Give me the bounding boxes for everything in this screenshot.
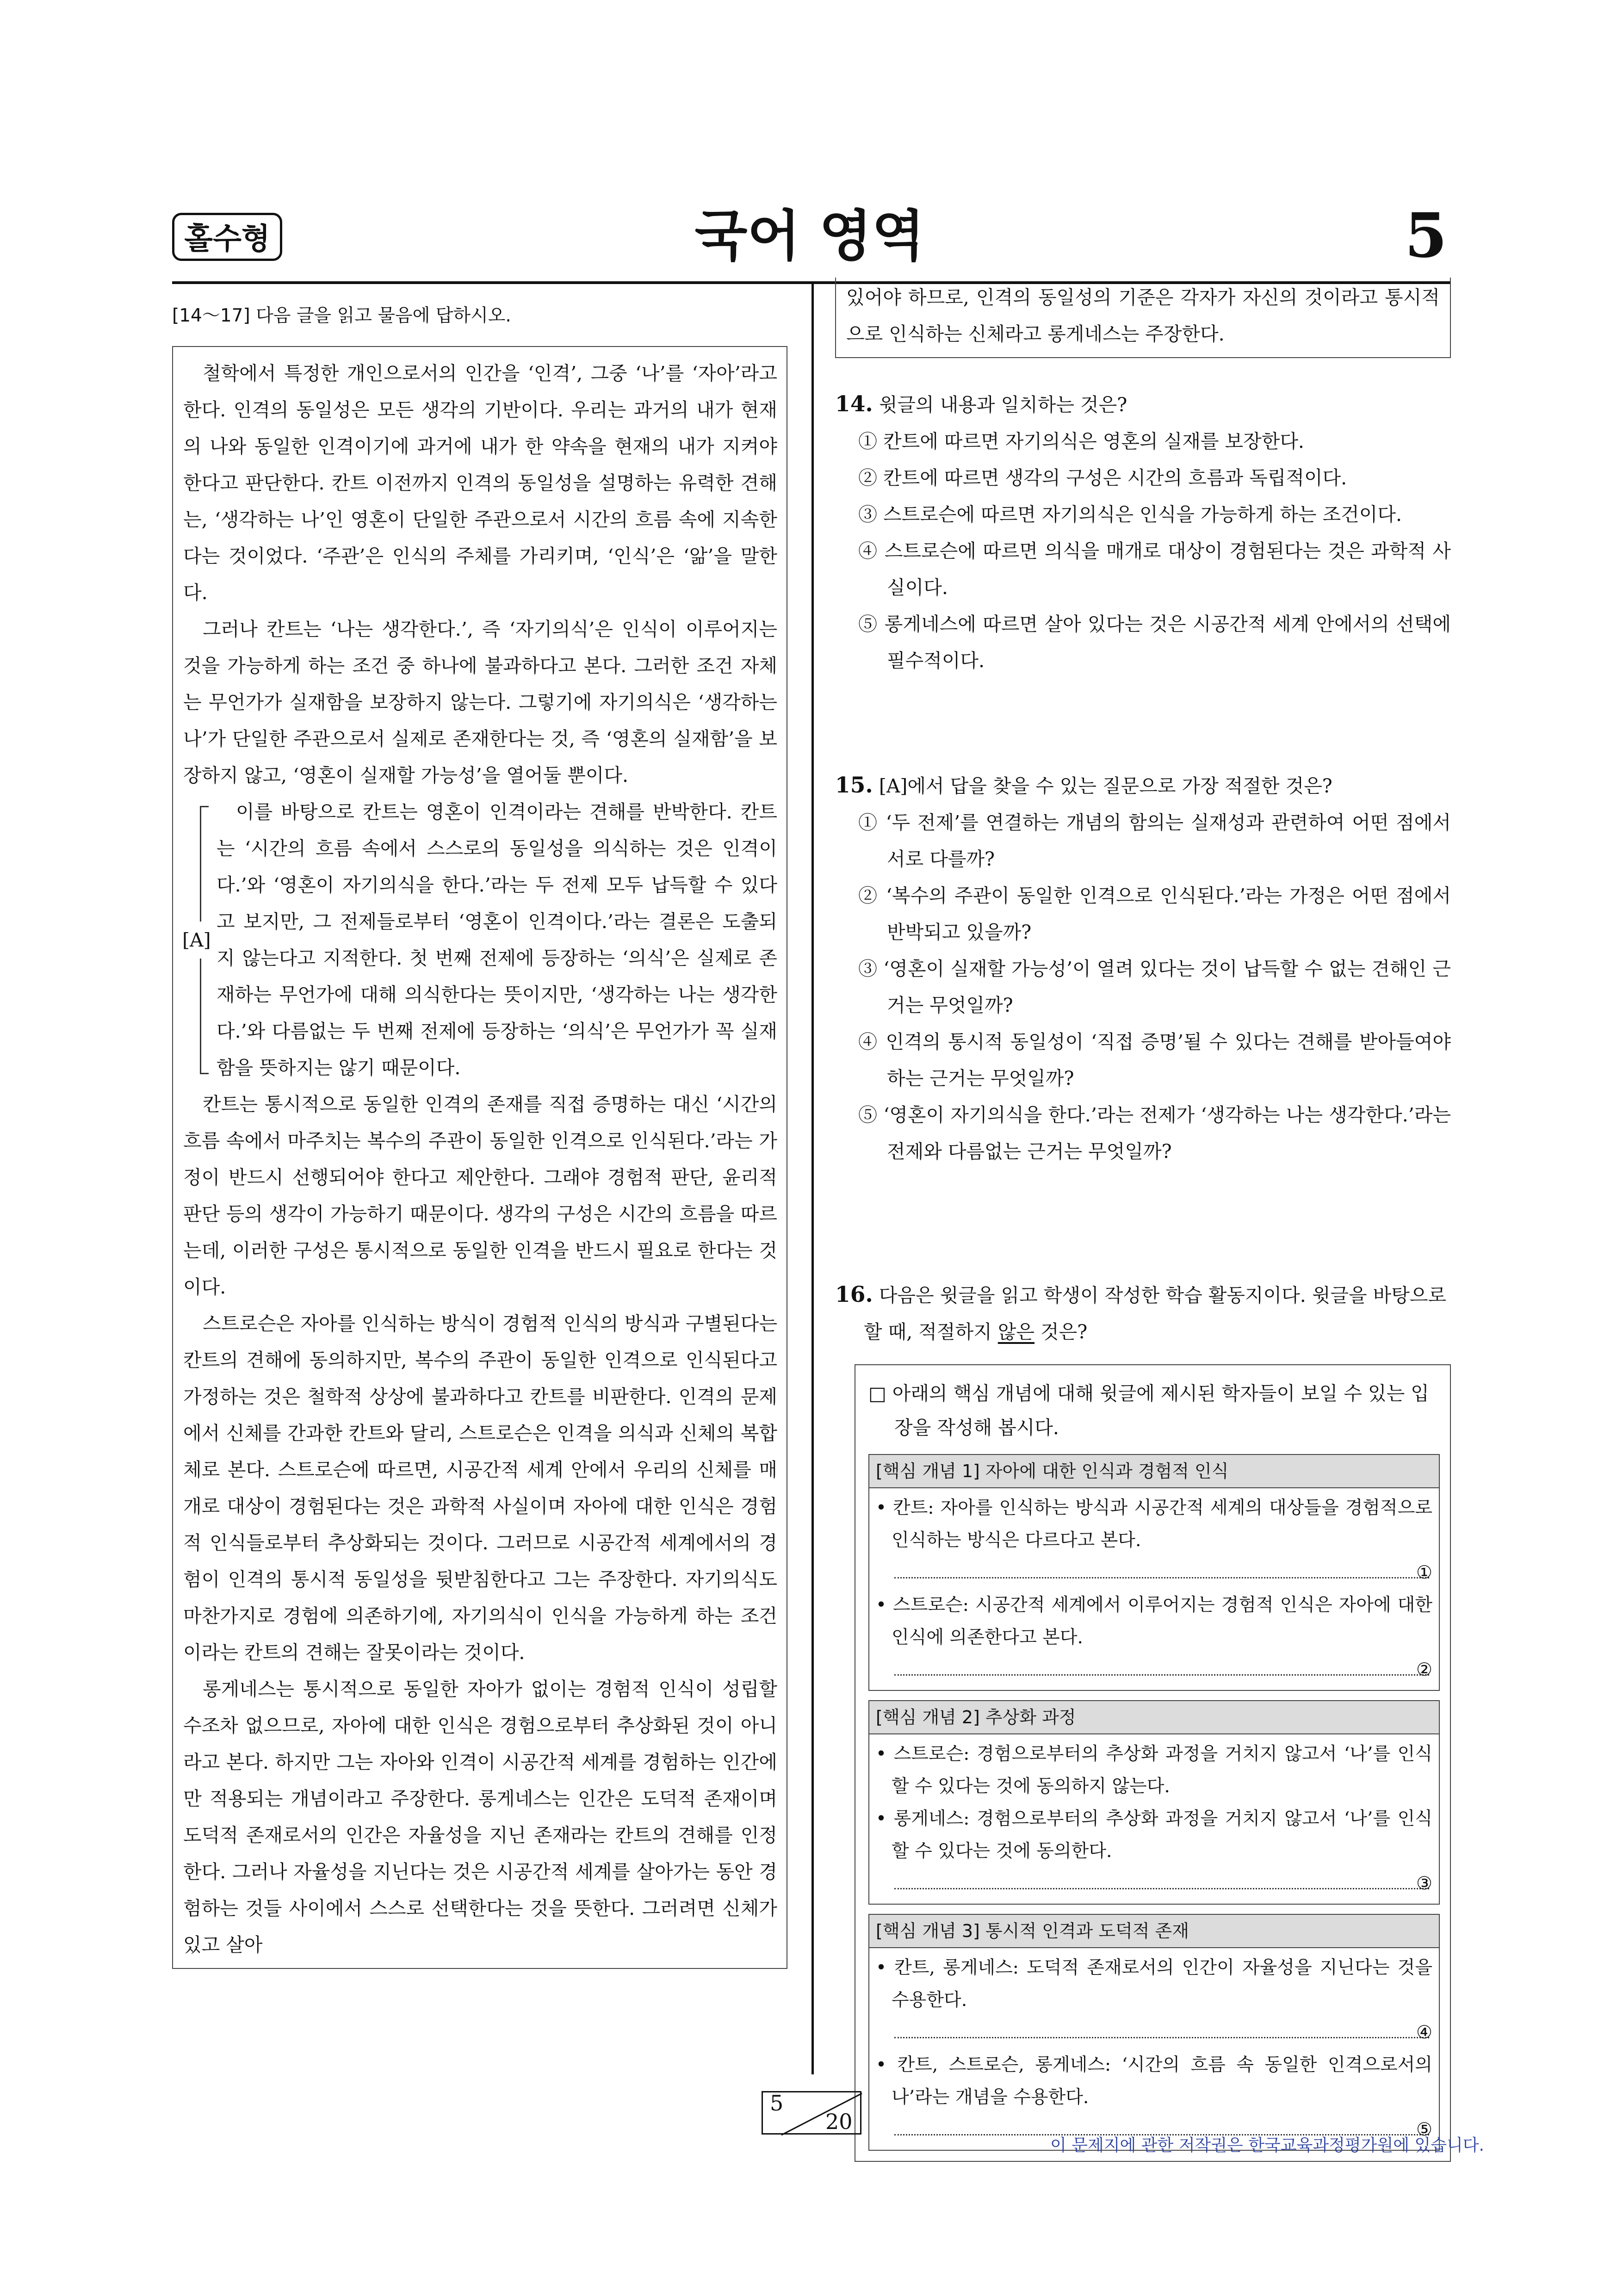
core-concept-1: [868, 1454, 1440, 1691]
answer-option[interactable]: ① ‘두 전제’를 연결하는 개념의 함의는 실재성과 관련하여 어떤 점에서 서로 다를까?: [858, 811, 1451, 870]
passage-paragraph: 그러나 칸트는 ‘나는 생각한다.’, 즉 ‘자기의식’은 인식이 이루어지는 것을 가능하게 하는 조건 중 하나에 불과하다고 본다. 그러한 조건 자체는 무언가가 실재함을 보장하지 않는다. 그렇기에 자기의식은 ‘생각하는 나’가 단일한 주관으로서 실제로 존재한다는 것, 즉 ‘영혼의 실재함’을 보장하지 않고, ‘영혼이 실재할 가능성’을 열어둘 뿐이다.: [183, 618, 777, 786]
answer-option[interactable]: ⑤ 롱게네스에 따르면 살아 있다는 것은 시공간적 세계 안에서의 선택에 필수적이다.: [858, 613, 1451, 672]
reading-passage: [172, 346, 787, 1969]
page-number: 5: [1405, 200, 1447, 272]
answer-option[interactable]: ④ 인격의 통시적 동일성이 ‘직접 증명’될 수 있다는 견해를 받아들여야 하는 근거는 무엇일까?: [858, 1031, 1451, 1089]
passage-paragraph: 철학에서 특정한 개인으로서의 인간을 ‘인격’, 그중 ‘나’를 ‘자아’라고 한다. 인격의 동일성은 모든 생각의 기반이다. 우리는 과거의 내가 현재의 나와 동일한 인격이기에 과거에 내가 한 약속을 현재의 내가 지켜야 한다고 판단한다. 칸트 이전까지 인격의 동일성을 설명하는 유력한 견해는, ‘생각하는 나’인 영혼이 단일한 주관으로서 시간의 흐름 속에 지속한다는 것이었다. ‘주관’은 인식의 주체를 가리키며, ‘인식’은 ‘앎’을 말한다.: [183, 362, 777, 604]
underlined-word: 않은: [997, 1321, 1035, 1343]
answer-option[interactable]: ⑤ ‘영혼이 자기의식을 한다.’라는 전제가 ‘생각하는 나는 생각한다.’라는 전제와 다름없는 근거는 무엇일까?: [858, 1104, 1451, 1163]
question-number: 15.: [835, 773, 873, 798]
question-text: 14. 윗글의 내용과 일치하는 것은?: [835, 391, 1127, 417]
answer-option[interactable]: ④ 스트로슨에 따르면 의식을 매개로 대상이 경험된다는 것은 과학적 사실이다.: [858, 540, 1451, 599]
concept-item[interactable]: • 칸트, 스트로슨, 롱게네스: ‘시간의 흐름 속 동일한 인격으로서의 나’라는 개념을 수용한다. ⑤: [876, 2055, 1432, 2140]
option-mark: ①: [1416, 1562, 1432, 1583]
answer-option[interactable]: ③ ‘영혼이 실재할 가능성’이 열려 있다는 것이 납득할 수 없는 견해인 근거는 무엇일까?: [858, 958, 1451, 1016]
copyright-notice: 이 문제지에 관한 저작권은 한국교육과정평가원에 있습니다.: [1050, 2136, 1484, 2155]
answer-option[interactable]: ① 칸트에 따르면 자기의식은 영혼의 실재를 보장한다.: [858, 430, 1304, 452]
passage-continuation: [835, 278, 1451, 358]
concept-header: [핵심 개념 2] 추상화 과정: [869, 1701, 1439, 1734]
right-column: [835, 278, 1451, 2162]
concept-item[interactable]: • 칸트, 롱게네스: 도덕적 존재로서의 인간이 자율성을 지닌다는 것을 수용한다. ④: [876, 1957, 1432, 2043]
concept-item[interactable]: • 스트로슨: 시공간적 세계에서 이루어지는 경험적 인식은 자아에 대한 인식에 의존한다고 본다. ②: [876, 1595, 1432, 1680]
question-number: 16.: [835, 1282, 873, 1307]
question-text: 15. [A]에서 답을 찾을 수 있는 질문으로 가장 적절한 것은?: [835, 773, 1332, 798]
option-mark: ③: [1416, 1873, 1432, 1894]
bracket-label: [A]: [180, 922, 213, 959]
option-mark: ④: [1416, 2022, 1432, 2043]
question-text: 16. 다음은 윗글을 읽고 학생이 작성한 학습 활동지이다. 윗글을 바탕으로 할 때, 적절하지 않은 것은?: [835, 1282, 1447, 1343]
question-14: [835, 386, 1451, 679]
column-divider: [812, 284, 814, 2074]
concept-header: [핵심 개념 1] 자아에 대한 인식과 경험적 인식: [869, 1455, 1439, 1488]
passage-paragraph: 칸트는 통시적으로 동일한 인격의 존재를 직접 증명하는 대신 ‘시간의 흐름 속에서 마주치는 복수의 주관이 동일한 인격으로 인식된다.’라는 가정이 반드시 선행되어야 한다고 제안한다. 그래야 경험적 판단, 윤리적 판단 등의 생각이 가능하기 때문이다. 생각의 구성은 시간의 흐름을 따르는데, 이러한 구성은 통시적으로 동일한 인격을 반드시 필요로 한다는 것이다.: [183, 1093, 777, 1298]
option-mark: ②: [1416, 1659, 1432, 1680]
concept-item: • 스트로슨: 경험으로부터의 추상화 과정을 거치지 않고서 ‘나’를 인식할 수 있다는 것에 동의하지 않는다.: [876, 1744, 1432, 1797]
question-15: [835, 767, 1451, 1170]
instruction: [14～17] 다음 글을 읽고 물음에 답하시오.: [172, 305, 511, 326]
passage-paragraph: 이를 바탕으로 칸트는 영혼이 인격이라는 견해를 반박한다. 칸트는 ‘시간의 흐름 속에서 스스로의 동일성을 의식하는 것은 인격이다.’와 ‘영혼이 자기의식을 한다.’라는 두 전제 모두 납득할 수 있다고 보지만, 그 전제들로부터 ‘영혼이 인격이다.’라는 결론은 도출되지 않는다고 지적한다. 첫 번째 전제에 등장하는 ‘의식’은 실제로 존재하는 무언가에 대해 의식한다는 뜻이지만, ‘생각하는 나는 생각한다.’와 다름없는 두 번째 전제에 등장하는 ‘의식’은 무언가가 꼭 실재함을 뜻하지는 않기 때문이다.: [217, 801, 777, 1079]
left-column: [172, 302, 787, 1969]
passage-paragraph: 있어야 하므로, 인격의 동일성의 기준은 각자가 자신의 것이라고 통시적으로 인식하는 신체라고 롱게네스는 주장한다.: [846, 286, 1440, 345]
page-title: 국어 영역: [694, 204, 925, 268]
core-concept-2: [868, 1700, 1440, 1905]
page-counter-total: 20: [825, 2109, 853, 2134]
concept-item[interactable]: • 칸트: 자아를 인식하는 방식과 시공간적 세계의 대상들을 경험적으로 인식하는 방식은 다르다고 본다. ①: [876, 1498, 1432, 1583]
question-number: 14.: [835, 391, 873, 417]
option-mark: ⑤: [1416, 2119, 1432, 2140]
exam-type-badge: 홀수형: [172, 213, 282, 261]
answer-option[interactable]: ② ‘복수의 주관이 동일한 인격으로 인식된다.’라는 가정은 어떤 점에서 반박되고 있을까?: [858, 885, 1451, 943]
answer-option[interactable]: ② 칸트에 따르면 생각의 구성은 시간의 흐름과 독립적이다.: [858, 467, 1347, 489]
study-worksheet: [855, 1364, 1451, 2162]
bracket-section-a: [183, 794, 777, 1086]
passage-paragraph: 스트로슨은 자아를 인식하는 방식이 경험적 인식의 방식과 구별된다는 칸트의 견해에 동의하지만, 복수의 주관이 동일한 인격으로 인식된다고 가정하는 것은 철학적 상상에 불과하다고 칸트를 비판한다. 인격의 문제에서 신체를 간과한 칸트와 달리, 스트로슨은 인격을 의식과 신체의 복합체로 본다. 스트로슨에 따르면, 시공간적 세계 안에서 우리의 신체를 매개로 대상이 경험된다는 것은 과학적 사실이며 자아에 대한 인식은 경험적 인식들로부터 추상화되는 것이다. 그러므로 시공간적 세계에서의 경험이 인격의 통시적 동일성을 뒷받침한다고 그는 주장한다. 자기의식도 마찬가지로 경험에 의존하기에, 자기의식이 인식을 가능하게 하는 조건이라는 칸트의 견해는 잘못이라는 것이다.: [183, 1312, 777, 1664]
page-counter-current: 5: [770, 2091, 784, 2116]
worksheet-intro: □ 아래의 핵심 개념에 대해 윗글에 제시된 학자들이 보일 수 있는 입장을 작성해 봅시다.: [868, 1382, 1429, 1439]
answer-option[interactable]: ③ 스트로슨에 따르면 자기의식은 인식을 가능하게 하는 조건이다.: [858, 503, 1402, 526]
question-16: [835, 1276, 1451, 2162]
passage-paragraph: 롱게네스는 통시적으로 동일한 자아가 없이는 경험적 인식이 성립할 수조차 없으므로, 자아에 대한 인식은 경험으로부터 추상화된 것이 아니라고 본다. 하지만 그는 자아와 인격이 시공간적 세계를 경험하는 인간에만 적용되는 개념이라고 주장한다. 롱게네스는 인간은 도덕적 존재이며 도덕적 존재로서의 인간은 자율성을 지닌 존재라는 칸트의 견해를 인정한다. 그러나 자율성을 지닌다는 것은 시공간적 세계를 살아가는 동안 경험하는 것들 사이에서 스스로 선택한다는 것을 뜻한다. 그러려면 신체가 있고 살아: [183, 1678, 777, 1956]
core-concept-3: [868, 1914, 1440, 2151]
concept-header: [핵심 개념 3] 통시적 인격과 도덕적 존재: [869, 1915, 1439, 1948]
concept-item[interactable]: • 롱게네스: 경험으로부터의 추상화 과정을 거치지 않고서 ‘나’를 인식할 수 있다는 것에 동의한다. ③: [876, 1808, 1432, 1894]
